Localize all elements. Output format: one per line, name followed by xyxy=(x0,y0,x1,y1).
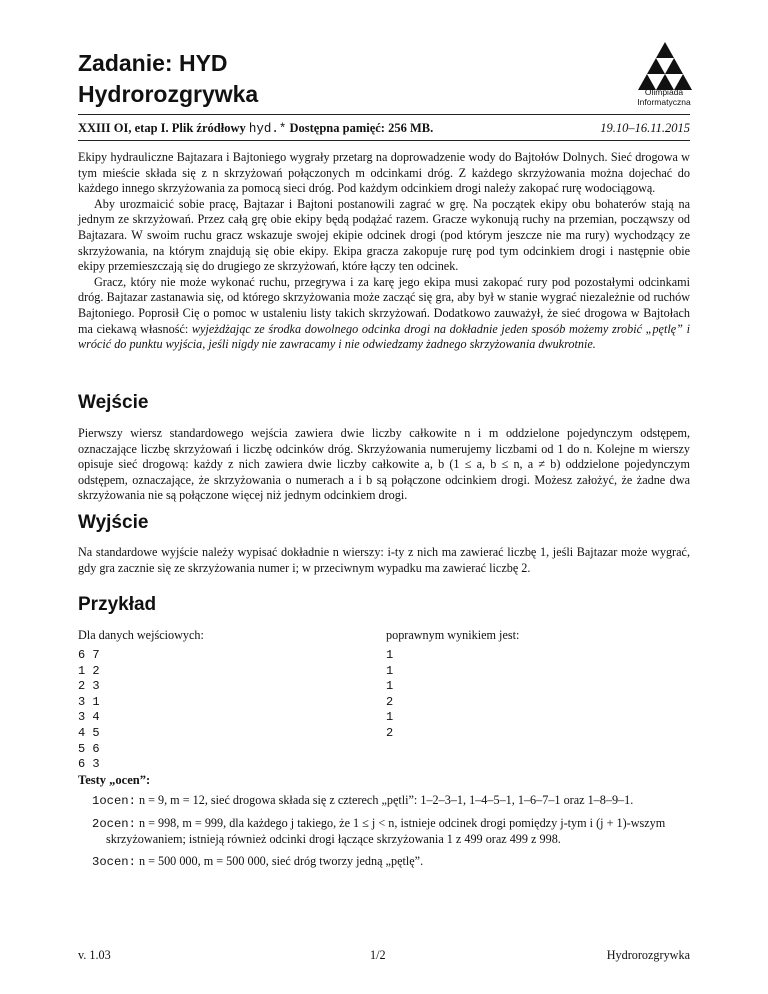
example-input-line: 6 3 xyxy=(78,757,100,772)
example-output-line: 1 xyxy=(386,648,394,662)
info-rule xyxy=(78,140,690,141)
task-title: Zadanie: HYD xyxy=(78,50,228,76)
test-item xyxy=(92,793,690,810)
statement-p2: Aby urozmaicić sobie pracę, Bajtazar i Bajtoni postanowili zagrać w grę. Na początek ekipy obu bohaterów stają na jednym ze skrzyżowań. Przez całą grę obie ekipy będą podążać razem. Gracze wykonują ruchy na przemian, począwszy od Bajtazara. W swoim ruchu gracz wskazuje swojej ekipie odcinek drogi (pod którym jeszcze nie ma rury) wychodzący ze skrzyżowania, na którym znajdują się obie ekipy. Ekipa gracza zakopuje rurę pod tym odcinkiem drogi i następnie obie ekipy przemieszczają się do drugiego ze skrzyżowań, które łączy ten odcinek. xyxy=(78,196,690,274)
example-output-line: 2 xyxy=(386,725,394,740)
statement-p3 xyxy=(78,275,690,353)
example-input-line: 3 4 xyxy=(78,710,100,725)
header xyxy=(78,48,690,110)
test-name: 2ocen: xyxy=(92,816,136,831)
example-output-line: 1 xyxy=(386,679,394,694)
test-text: n = 9, m = 12, sieć drogowa składa się z czterech „pętli”: 1–2–3–1, 1–4–5–1, 1–6–7–1 oraz 1–8–9–1. xyxy=(135,793,634,807)
example-input-line: 3 1 xyxy=(78,694,100,709)
example-output-line: 2 xyxy=(386,694,394,709)
input-text: Pierwszy wiersz standardowego wejścia zawiera dwie liczby całkowite n i m oddzielone pojedynczym odstępem, oznaczające liczbę skrzyżowań i liczbę odcinków dróg. Skrzyżowania numerujemy liczbami od 1 do n. Kolejne m wierszy opisuje sieć drogową: każdy z nich zawiera dwie liczby całkowite a, b (1 ≤ a, b ≤ n, a ≠ b) oddzielone pojedynczym odstępem, oznaczające, że skrzyżowania o numerach a i b są połączone odcinkiem drogi. Możesz założyć, że żadne dwa skrzyżowania nie są połączone więcej niż jednym odcinkiem drogi. xyxy=(78,426,690,503)
statement-p3-text: Gracz, który nie może wykonać ruchu, przegrywa i za karę jego ekipa musi zakopać rury pod pozostałymi odcinkami dróg. Bajtazar zastanawia się, od którego skrzyżowania może zacząć się gra, aby był w stanie wygrać niezależnie od ruchów Bajtoniego. Poprosił Cię o pomoc w ustaleniu listy takich skrzyżowań. Dodatkowo zauważył, że sieć drogowa w Bajtołach ma ciekawą własność: xyxy=(78,274,690,336)
footer-task-name: Hydrorozgrywka xyxy=(606,948,690,962)
footer-page: 1/2 xyxy=(370,948,386,962)
info-prefix: XXIII OI, etap I. Plik źródłowy xyxy=(78,121,249,135)
source-file: hyd.* xyxy=(248,122,287,136)
test-name: 3ocen: xyxy=(92,854,136,869)
example-input-line: 1 2 xyxy=(78,663,100,678)
example-input-label: Dla danych wejściowych: xyxy=(78,628,204,642)
task-info xyxy=(78,121,690,136)
info-left xyxy=(78,121,433,135)
example-output-line: 1 xyxy=(386,663,394,678)
test-name: 1ocen: xyxy=(92,794,136,808)
logo-line-1: Olimpiada xyxy=(644,87,684,97)
logo-caption xyxy=(616,87,712,107)
contest-dates: 19.10–16.11.2015 xyxy=(600,121,690,135)
footer-version: v. 1.03 xyxy=(78,948,111,962)
example-input-line: 5 6 xyxy=(78,741,100,756)
example-input-line: 6 7 xyxy=(78,648,100,662)
output-text: Na standardowe wyjście należy wypisać dokładnie n wierszy: i-ty z nich ma zawierać liczbę 1, jeśli Bajtazar może wygrać, gdy gra zacznie się ze skrzyżowania numer i; w przeciwnym wypadku ma zawierać liczbę 2. xyxy=(78,545,690,575)
example-input-line: 4 5 xyxy=(78,725,100,740)
example-input xyxy=(78,648,100,773)
test-item xyxy=(92,816,690,848)
test-text: n = 500 000, m = 500 000, sieć dróg tworzy jedną „pętlę”. xyxy=(135,853,424,868)
tests-heading: Testy „ocen”: xyxy=(78,773,151,787)
test-item xyxy=(92,854,690,871)
statement-p3-property: wyjeżdżając ze środka dowolnego odcinka drogi na dokładnie jeden sposób możemy zrobić „pętlę” i wrócić do punktu wyjścia, jeśli nigdy nie zawracamy i nie odwiedzamy żadnego skrzyżowania dwukrotnie. xyxy=(78,321,690,352)
output-description xyxy=(78,545,690,576)
header-rule xyxy=(78,114,690,115)
example-output-label: poprawnym wynikiem jest: xyxy=(386,628,520,642)
example-output-line: 1 xyxy=(386,710,394,725)
test-text: n = 998, m = 999, dla każdego j takiego, że 1 ≤ j < n, istnieje odcinek drogi pomiędzy j-tym i (j + 1)-wszym skrzyżowaniem; istnieją również odcinki drogi łączące skrzyżowania 1 z 499 oraz 499 z 998. xyxy=(106,815,666,847)
example-output xyxy=(386,648,393,742)
statement xyxy=(78,150,690,353)
example-input-line: 2 3 xyxy=(78,679,100,694)
output-heading: Wyjście xyxy=(78,512,149,533)
memory-info: Dostępna pamięć: 256 MB. xyxy=(286,121,434,135)
input-heading: Wejście xyxy=(78,392,149,413)
task-name: Hydrorozgrywka xyxy=(78,81,259,107)
logo-line-2: Informatyczna xyxy=(637,97,691,107)
statement-p1: Ekipy hydrauliczne Bajtazara i Bajtoniego wygrały przetarg na doprowadzenie wody do Bajtołów Dolnych. Sieć drogowa w tym mieście składa się z n skrzyżowań połączonych m odcinkami dróg. Z każdego skrzyżowania można dojechać do każdego innego skrzyżowania za pomocą sieci dróg. Pod każdym odcinkiem drogi należy zakopać rurę wodociągową. xyxy=(78,150,690,196)
example-heading: Przykład xyxy=(78,594,157,615)
test-list xyxy=(92,793,690,870)
input-description xyxy=(78,426,690,504)
